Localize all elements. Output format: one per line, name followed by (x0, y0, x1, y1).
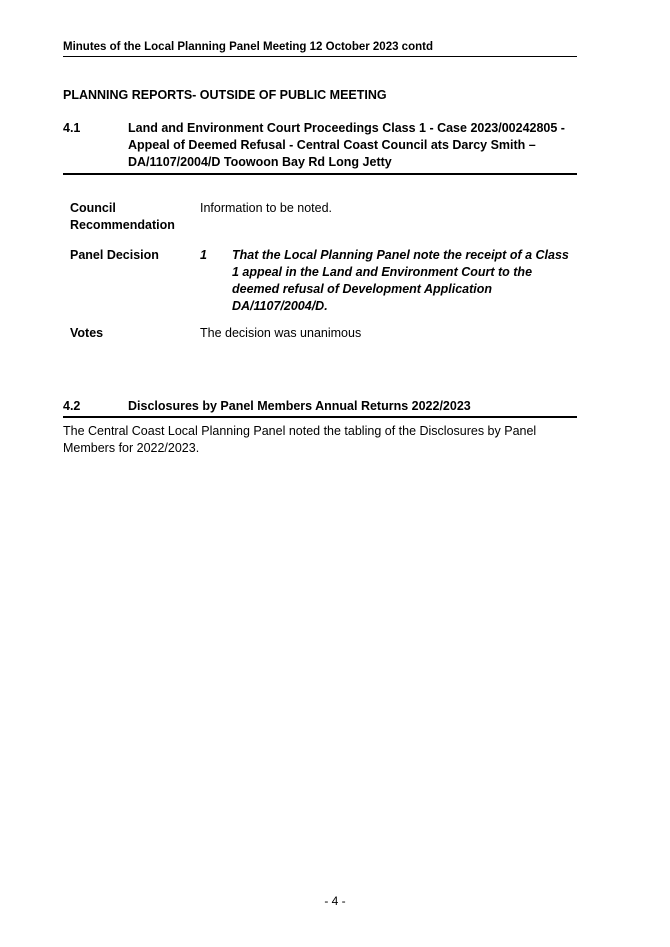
panel-decision-text: That the Local Planning Panel note the receipt of a Class 1 appeal in the Land and Environment Court to the deemed refusal of Development Application DA/1107/2004/D. (232, 248, 569, 313)
item-heading-4-2 (63, 398, 577, 418)
item-title: Disclosures by Panel Members Annual Returns 2022/2023 (128, 399, 471, 413)
panel-decision-number: 1 (200, 248, 207, 262)
panel-decision-value (200, 247, 570, 315)
votes-value: The decision was unanimous (200, 326, 362, 340)
council-recommendation-value: Information to be noted. (200, 201, 333, 215)
votes-row (70, 325, 570, 342)
votes-label: Votes (70, 326, 104, 340)
running-header: Minutes of the Local Planning Panel Meeting 12 October 2023 contd (63, 41, 577, 57)
item-number: 4.2 (63, 399, 81, 413)
panel-decision-label: Panel Decision (70, 248, 159, 262)
council-recommendation-row (70, 200, 570, 234)
panel-decision-row (70, 247, 570, 315)
disclosures-paragraph: The Central Coast Local Planning Panel noted the tabling of the Disclosures by Panel Members for 2022/2023. (63, 424, 537, 455)
item-title: Land and Environment Court Proceedings Class 1 - Case 2023/00242805 - Appeal of Deemed Refusal - Central Coast Council ats Darcy Smith – DA/1107/2004/D Toowoon Bay Rd Long Jetty (128, 121, 565, 169)
item-heading-4-1 (63, 120, 577, 175)
page-number: - 4 - (324, 894, 346, 908)
council-recommendation-label: Council Recommendation (70, 201, 175, 232)
section-heading: PLANNING REPORTS- OUTSIDE OF PUBLIC MEETING (63, 88, 387, 102)
item-number: 4.1 (63, 121, 81, 135)
